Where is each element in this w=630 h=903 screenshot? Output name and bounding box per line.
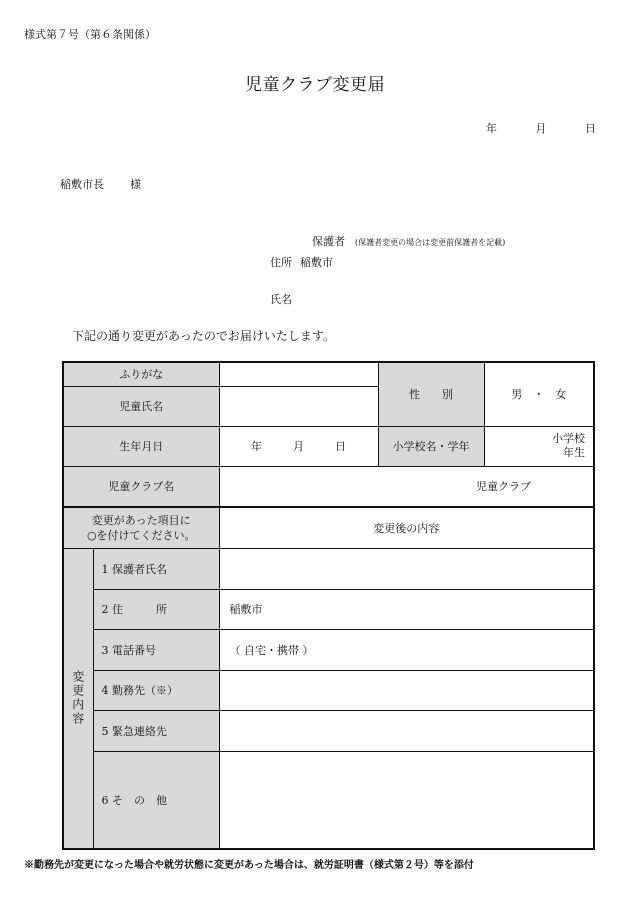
changed-item-header-line2: ○を付けてください。 (86, 528, 196, 542)
birthdate-day: 日 (335, 440, 346, 453)
section-label: 変更内容 (70, 670, 85, 727)
gender-options[interactable]: 男 ・ 女 (484, 362, 594, 426)
item-label[interactable]: 3 電話番号 (93, 629, 219, 670)
item-label[interactable]: 2 住 所 (93, 589, 219, 629)
changed-item-header (63, 507, 219, 548)
club-field[interactable] (219, 466, 594, 507)
date-month-label: 月 (535, 122, 547, 135)
school-suffix: 小学校 (552, 432, 585, 445)
item-value[interactable] (219, 751, 594, 849)
name-label: 氏名 (270, 293, 292, 306)
guardian-note: (保護者変更の場合は変更前保護者を記載) (355, 238, 506, 247)
guardian-name (270, 291, 292, 307)
item-label[interactable]: 5 緊急連絡先 (93, 710, 219, 751)
date-year-label: 年 (486, 122, 497, 135)
birthdate-year: 年 (251, 440, 262, 453)
birthdate-month: 月 (293, 440, 304, 453)
item-value[interactable] (219, 710, 594, 751)
addressee (60, 176, 141, 192)
addressee-name: 稲敷市長 (60, 178, 104, 191)
address-value: 稲敷市 (300, 256, 333, 269)
intro-text: 下記の通り変更があったのでお届けいたします。 (72, 329, 335, 343)
item-label[interactable]: 1 保護者氏名 (93, 548, 219, 589)
furigana-field[interactable] (219, 362, 378, 386)
item-value[interactable] (219, 670, 594, 710)
guardian-address (270, 254, 333, 270)
page-title: 児童クラブ変更届 (245, 75, 385, 95)
birthdate-field[interactable] (219, 426, 378, 466)
school-label: 小学校名・学年 (378, 426, 484, 466)
address-label: 住所 (270, 256, 292, 269)
club-suffix: 児童クラブ (476, 480, 531, 494)
change-form-table (62, 361, 595, 850)
grade-suffix: 年生 (563, 446, 585, 459)
addressee-honorific: 様 (130, 178, 141, 191)
item-value[interactable]: 稲敷市 (219, 589, 594, 629)
club-label: 児童クラブ名 (63, 466, 219, 507)
school-field[interactable] (484, 426, 594, 466)
changed-item-header-line1: 変更があった項目に (91, 513, 191, 527)
item-value[interactable] (219, 548, 594, 589)
guardian-heading (312, 233, 505, 249)
gender-label: 性 別 (378, 362, 484, 426)
date-day-label: 日 (585, 122, 596, 135)
guardian-label: 保護者 (312, 235, 345, 248)
new-content-header: 変更後の内容 (219, 507, 594, 548)
birthdate-label: 生年月日 (63, 426, 219, 466)
item-label[interactable]: 6 そ の 他 (93, 751, 219, 849)
child-name-field[interactable] (219, 386, 378, 426)
submission-date (486, 120, 596, 136)
child-name-label: 児童氏名 (63, 386, 219, 426)
item-value[interactable]: （ 自宅・携帯 ） (219, 629, 594, 670)
footnote: ※勤務先が変更になった場合や就労状態に変更があった場合は、就労証明書（様式第２号）等を添付 (24, 860, 474, 871)
form-number: 様式第７号（第６条関係） (24, 28, 156, 41)
item-label[interactable]: 4 勤務先（※） (93, 670, 219, 710)
furigana-label: ふりがな (63, 362, 219, 386)
section-label-cell (63, 548, 93, 849)
